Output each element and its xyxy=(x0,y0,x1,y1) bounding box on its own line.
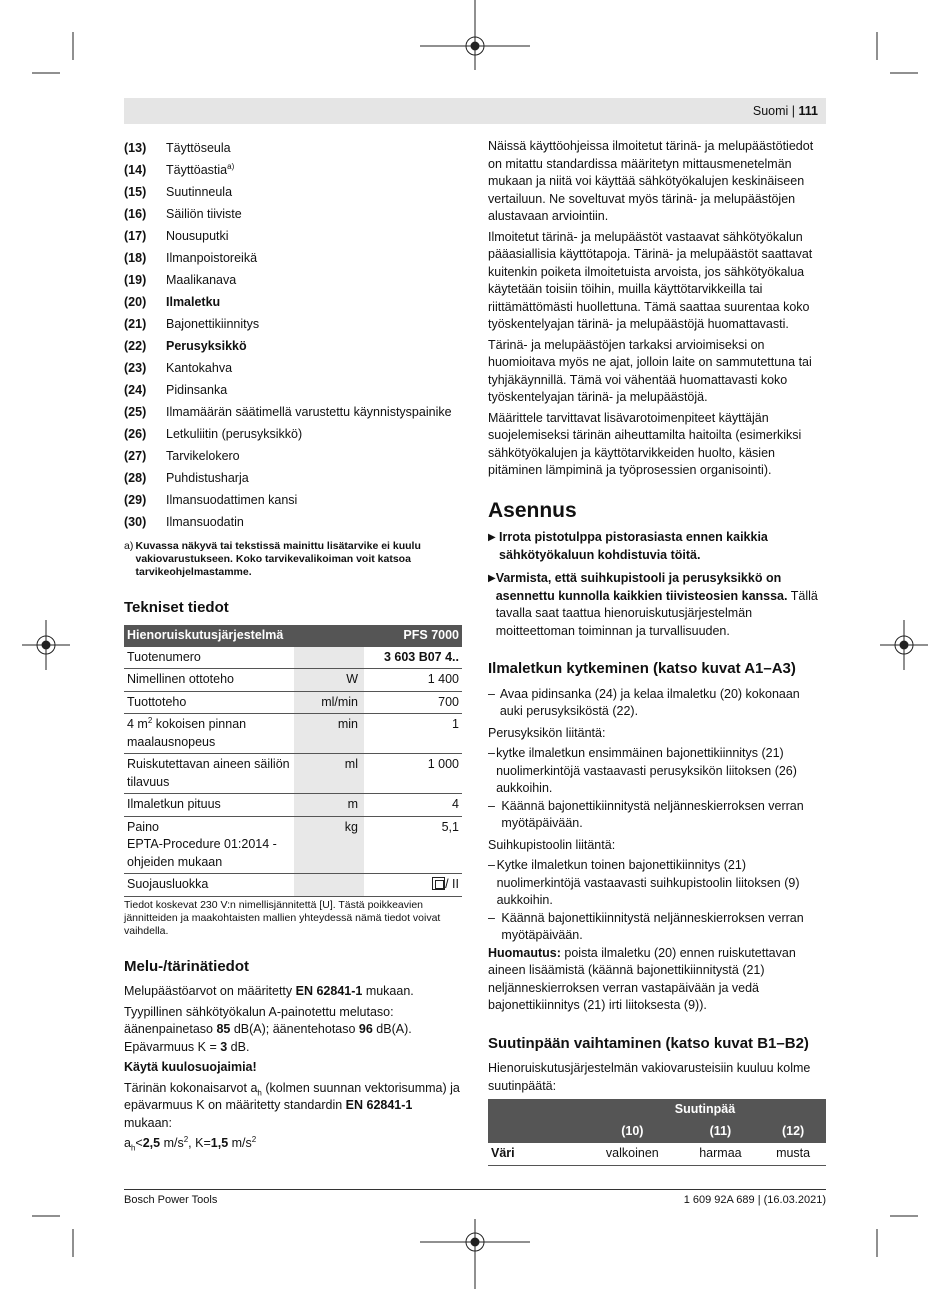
spec-weight-label: Paino xyxy=(127,819,159,834)
subheading: Suihkupistoolin liitäntä: xyxy=(488,837,616,852)
part-label-text: Täyttöastia xyxy=(166,163,228,178)
part-label xyxy=(166,162,462,180)
header-separator: | xyxy=(791,104,796,118)
part-label-text: Bajonettikiinnitys xyxy=(166,317,260,332)
part-number: (13) xyxy=(124,141,147,156)
spec-row xyxy=(124,691,462,714)
part-label-text: Täyttöseula xyxy=(166,141,231,156)
part-label xyxy=(166,184,462,202)
step-text: kytke ilmaletkun ensimmäinen bajonettikiinnitys (21) nuolimerkintöjä vastaavasti perusyksikön liitoksen (26) aukkoihin. xyxy=(496,746,797,795)
noise-p2-b: 85 xyxy=(216,1022,231,1036)
spec-label xyxy=(124,714,294,754)
safety-bullet xyxy=(488,529,826,564)
protection-class-value: / II xyxy=(445,877,459,891)
noise-p4-b: (kolmen suunnan vektorisumma) ja epävarmuus K on määritetty standardin xyxy=(124,1080,460,1112)
part-item xyxy=(124,182,462,204)
spec-table xyxy=(124,625,462,897)
part-item xyxy=(124,226,462,248)
part-number: (30) xyxy=(124,515,147,530)
noise-p4-a: Tärinän kokonaisarvot a xyxy=(124,1080,258,1095)
noise-p4-sub: h xyxy=(257,1088,262,1097)
spec-area-post: kokoisen pinnan maalausnopeus xyxy=(127,717,247,749)
noise-p2-c: dB(A); äänentehotaso xyxy=(230,1022,359,1036)
part-label-text: Maalikanava xyxy=(166,273,237,288)
part-label-text: Ilmaletku xyxy=(166,295,221,310)
spec-value xyxy=(364,874,462,897)
noise-p1 xyxy=(124,983,462,1001)
noise-p5-g: m/s xyxy=(228,1136,252,1150)
part-number: (27) xyxy=(124,449,147,464)
noise-p5-c: 2,5 xyxy=(142,1136,161,1150)
part-label-text: Ilmamäärän säätimellä varustettu käynnistyspainike xyxy=(166,405,452,420)
header-language: Suomi xyxy=(752,104,789,118)
part-item xyxy=(124,204,462,226)
part-label xyxy=(166,404,462,422)
part-number: (14) xyxy=(124,163,147,178)
intro-paragraph: Ilmoitetut tärinä- ja melupäästöt vastaavat sähkötyökalun pääasiallisia käyttötapoja. Tärinä- ja melupäästöt saattavat kuitenkin poiketa ilmoitetuista arvoista, jos sähkötyökalua käytetään toisiin töihin, muilla käyttötarvikkeilla tai riittämättömästi huollettuna. Tämä saattaa suurentaa koko työskentelyajan tärinä- ja melupäästöjä huomattavasti. xyxy=(488,229,813,331)
noise-p2-e: dB(A). Epävarmuus K = xyxy=(124,1022,412,1054)
noise-p2-d: 96 xyxy=(358,1022,373,1036)
spec-row xyxy=(124,816,462,874)
spec-unit: kg xyxy=(294,816,364,874)
part-label xyxy=(166,272,462,290)
noise-p2-f: 3 xyxy=(220,1039,228,1054)
step-item xyxy=(488,857,826,910)
spec-row xyxy=(124,754,462,794)
part-number: (22) xyxy=(124,339,147,354)
noise-p2 xyxy=(124,1004,462,1057)
part-label xyxy=(166,514,462,532)
part-number: (21) xyxy=(124,317,147,332)
part-item xyxy=(124,446,462,468)
part-number: (28) xyxy=(124,471,147,486)
spec-label: Tuottoteho xyxy=(124,691,294,714)
spec-value: 5,1 xyxy=(364,816,462,874)
part-label-text: Ilmanpoistoreikä xyxy=(166,251,258,266)
noise-p5-sub: h xyxy=(130,1143,136,1153)
part-label-text: Pidinsanka xyxy=(166,383,228,398)
part-item xyxy=(124,248,462,270)
part-item xyxy=(124,358,462,380)
part-label-text: Kantokahva xyxy=(166,361,233,376)
spec-value: 1 400 xyxy=(364,669,462,692)
noise-heading: Melu-/tärinätiedot xyxy=(124,957,250,975)
spec-unit: ml/min xyxy=(294,691,364,714)
spec-label: Ruiskutettavan aineen säiliön tilavuus xyxy=(124,754,294,794)
footer-divider xyxy=(124,1189,826,1190)
noise-p5 xyxy=(124,1135,462,1153)
spec-header-label: Hienoruiskutusjärjestelmä xyxy=(124,625,364,647)
nozzle-color: harmaa xyxy=(681,1143,761,1165)
part-number: (23) xyxy=(124,361,147,376)
part-item xyxy=(124,402,462,424)
noise-p1-std: EN 62841-1 xyxy=(295,984,363,998)
part-label-text: Suutinneula xyxy=(166,185,233,200)
spec-label: Nimellinen ottoteho xyxy=(124,669,294,692)
part-item xyxy=(124,468,462,490)
part-label-text: Puhdistusharja xyxy=(166,471,249,486)
part-label xyxy=(166,382,462,400)
nozzle-col: (12) xyxy=(760,1121,826,1143)
spec-value: 3 603 B07 4.. xyxy=(364,647,462,669)
page-number xyxy=(753,103,818,121)
spec-unit: W xyxy=(294,669,364,692)
part-item xyxy=(124,380,462,402)
footnote xyxy=(124,540,462,579)
footer-brand: Bosch Power Tools xyxy=(124,1194,218,1206)
part-label-text: Tarvikelokero xyxy=(166,449,240,464)
footnote-text: Kuvassa näkyvä tai tekstissä mainittu lisätarvike ei kuulu vakiovarustukseen. Koko tarvikevalikoiman voit katsoa tarvikeohjelmastamme. xyxy=(135,540,421,578)
spec-value: 700 xyxy=(364,691,462,714)
part-number: (24) xyxy=(124,383,147,398)
intro-paragraph: Määrittele tarvittavat lisävarotoimenpiteet käyttäjän suojelemiseksi tärinän aiheuttamilta haitoilta (esimerkiksi sähkötyökalujen ja käyttötarvikkeiden huolto, käsien pitäminen lämpiminä ja työprosessien organisointi). xyxy=(488,410,802,477)
nozzle-col: (10) xyxy=(584,1121,681,1143)
part-label xyxy=(166,448,462,466)
part-item xyxy=(124,490,462,512)
spec-unit xyxy=(294,874,364,897)
noise-p4-c: EN 62841-1 xyxy=(345,1098,413,1112)
spec-value: 1 xyxy=(364,714,462,754)
spec-weight-sublabel: EPTA-Procedure 01:2014 -ohjeiden mukaan xyxy=(127,837,277,869)
bullet-arrow-icon: ▶ xyxy=(488,573,496,584)
noise-p3 xyxy=(124,1059,462,1077)
part-item xyxy=(124,314,462,336)
dash-marker: – xyxy=(488,910,495,925)
part-number: (25) xyxy=(124,405,147,420)
noise-p5-a: a xyxy=(124,1136,131,1150)
part-item xyxy=(124,270,462,292)
spec-label: Tuotenumero xyxy=(124,647,294,669)
step-item xyxy=(488,910,826,945)
footnote-mark: a) xyxy=(124,540,134,552)
part-label xyxy=(166,228,462,246)
part-label xyxy=(166,294,462,312)
spec-unit: min xyxy=(294,714,364,754)
part-item xyxy=(124,292,462,314)
hose-note xyxy=(488,945,826,1015)
tech-heading: Tekniset tiedot xyxy=(124,599,229,616)
part-number: (19) xyxy=(124,273,147,288)
noise-p4 xyxy=(124,1080,462,1133)
protection-class-icon xyxy=(432,877,445,890)
nozzle-heading: Suutinpään vaihtaminen (katso kuvat B1–B2) xyxy=(488,1034,809,1052)
spec-unit xyxy=(294,647,364,669)
part-label-text: Perusyksikkö xyxy=(166,339,247,354)
safety-bullet xyxy=(488,570,826,640)
hose-heading: Ilmaletkun kytkeminen (katso kuvat A1–A3) xyxy=(488,660,796,677)
spec-row xyxy=(124,794,462,817)
part-item xyxy=(124,424,462,446)
part-number: (18) xyxy=(124,251,147,266)
part-label xyxy=(166,492,462,510)
part-label xyxy=(166,338,462,356)
part-label-text: Säiliön tiiviste xyxy=(166,207,242,222)
nozzle-intro: Hienoruiskutusjärjestelmän vakiovarusteisiin kuuluu kolme suutinpäätä: xyxy=(488,1061,811,1093)
note-label: Huomautus: xyxy=(488,945,561,960)
noise-p2-a: Tyypillinen sähkötyökalun A-painotettu melutaso: äänenpainetaso xyxy=(124,1004,394,1036)
spec-note: Tiedot koskevat 230 V:n nimellisjännitettä [U]. Tästä poikkeavien jännitteiden ja maakohtaisten mallien yhteydessä nämä tiedot voivat vaihdella. xyxy=(124,898,441,937)
noise-p5-sup2: 2 xyxy=(251,1134,257,1144)
part-label xyxy=(166,206,462,224)
noise-p1-text: Melupäästöarvot on määritetty xyxy=(124,984,296,998)
hearing-protection-note: Käytä kuulosuojaimia! xyxy=(124,1060,257,1074)
noise-p5-b: < xyxy=(135,1136,143,1150)
part-number: (20) xyxy=(124,295,147,310)
noise-p1-end: mukaan. xyxy=(362,984,414,998)
step-text: Käännä bajonettikiinnitystä neljänneskierroksen verran myötäpäivään. xyxy=(501,910,804,942)
part-item xyxy=(124,160,462,182)
spec-label: Ilmaletkun pituus xyxy=(124,794,294,817)
noise-p4-d: mukaan: xyxy=(124,1115,172,1130)
part-label xyxy=(166,140,462,158)
safety-bullet-text: Varmista, että suihkupistooli ja perusyksikkö on asennettu kunnolla kaikkien tiivisteosien kanssa. xyxy=(495,571,788,603)
part-item xyxy=(124,336,462,358)
part-item xyxy=(124,138,462,160)
spec-unit: ml xyxy=(294,754,364,794)
part-label xyxy=(166,360,462,378)
step-item xyxy=(488,798,826,833)
noise-p5-d: m/s xyxy=(160,1136,184,1150)
spec-label xyxy=(124,816,294,874)
dash-marker: – xyxy=(488,858,495,872)
parts-list xyxy=(124,138,462,534)
part-label xyxy=(166,316,462,334)
safety-bullet-rest: Tällä tavalla saat taattua hienoruiskutusjärjestelmän moitteettoman toiminnan ja turvallisuuden. xyxy=(495,588,818,638)
bullet-arrow-icon: ▶ xyxy=(488,532,496,543)
step-item xyxy=(488,745,826,798)
nozzle-row-label: Väri xyxy=(488,1143,584,1165)
subheading: Perusyksikön liitäntä: xyxy=(488,725,606,740)
part-label xyxy=(166,426,462,444)
spec-row xyxy=(124,647,462,669)
step-text: Avaa pidinsanka (24) ja kelaa ilmaletku (20) kokonaan auki perusyksiköstä (22). xyxy=(499,686,800,718)
nozzle-table xyxy=(488,1099,826,1166)
nozzle-table-corner xyxy=(488,1099,584,1121)
noise-p5-sup: 2 xyxy=(183,1134,189,1144)
part-number: (26) xyxy=(124,427,147,442)
spec-area-sup: 2 xyxy=(147,715,153,725)
spec-unit: m xyxy=(294,794,364,817)
spec-row xyxy=(124,669,462,692)
noise-p5-e: , K= xyxy=(188,1136,211,1150)
noise-p2-g: dB. xyxy=(227,1039,250,1054)
intro-paragraph: Näissä käyttöohjeissa ilmoitetut tärinä- ja melupäästötiedot on mitattu standardissa määritetyn mittausmenetelmän mukaan ja niitä voi käyttää sähkötyökalujen keskinäiseen vertailuun. Ne soveltuvat myös tärinä- ja melupäästöjen alustavaan arviointiin. xyxy=(488,139,814,223)
part-number: (15) xyxy=(124,185,147,200)
nozzle-table-corner xyxy=(488,1121,584,1143)
intro-paragraph: Tärinä- ja melupäästöjen tarkaksi arvioimiseksi on huomioitava myös ne ajat, jolloin laite on sammutettuna tai tyhjäkäynnillä. Tämä voi vähentää huomattavasti koko työskentelyajan tärinä- ja melupäästöjä. xyxy=(488,337,812,404)
noise-p5-f: 1,5 xyxy=(210,1136,229,1150)
nozzle-color: musta xyxy=(760,1143,826,1165)
part-label xyxy=(166,250,462,268)
spec-area-pre: 4 m xyxy=(127,717,148,731)
note-text: poista ilmaletku (20) ennen ruiskutettavan aineen lisäämistä (käännä bajonettikiinnitystä (21) neljänneskierroksen verran vastapäivään ja vedä bajonettikiinnitys (21) irti liitoksesta (9)). xyxy=(488,945,796,1012)
spec-row xyxy=(124,874,462,897)
footer-doc-id: 1 609 92A 689 | (16.03.2021) xyxy=(683,1194,826,1206)
nozzle-table-header: Suutinpää xyxy=(584,1099,826,1121)
left-column xyxy=(124,138,462,1156)
dash-marker: – xyxy=(488,746,495,760)
part-label-text: Letkuliitin (perusyksikkö) xyxy=(166,427,303,442)
right-column xyxy=(488,138,826,1166)
part-footnote-ref: a) xyxy=(227,162,235,172)
safety-bullet-text: Irrota pistotulppa pistorasiasta ennen kaikkia sähkötyökaluun kohdistuvia töitä. xyxy=(499,530,768,562)
spec-value: 1 000 xyxy=(364,754,462,794)
part-label-text: Ilmansuodattimen kansi xyxy=(166,493,298,508)
step-text: Käännä bajonettikiinnitystä neljänneskierroksen verran myötäpäivään. xyxy=(501,798,804,830)
part-label xyxy=(166,470,462,488)
spec-value: 4 xyxy=(364,794,462,817)
assembly-heading: Asennus xyxy=(488,498,577,522)
dash-marker: – xyxy=(488,686,495,701)
header-page: 111 xyxy=(798,104,818,118)
dash-marker: – xyxy=(488,798,495,813)
part-number: (17) xyxy=(124,229,147,244)
nozzle-color: valkoinen xyxy=(584,1143,681,1165)
part-item xyxy=(124,512,462,534)
spec-header-model: PFS 7000 xyxy=(364,625,462,647)
part-number: (16) xyxy=(124,207,147,222)
spec-label: Suojausluokka xyxy=(124,874,294,897)
step-item xyxy=(488,686,826,721)
spec-row xyxy=(124,714,462,754)
part-number: (29) xyxy=(124,493,147,508)
nozzle-col: (11) xyxy=(681,1121,761,1143)
page-header xyxy=(124,98,826,124)
part-label-text: Ilmansuodatin xyxy=(166,515,244,530)
step-text: Kytke ilmaletkun toinen bajonettikiinnitys (21) nuolimerkintöjä vastaavasti suihkupistoolin liitoksen (9) aukkoihin. xyxy=(496,858,800,907)
part-label-text: Nousuputki xyxy=(166,229,229,244)
